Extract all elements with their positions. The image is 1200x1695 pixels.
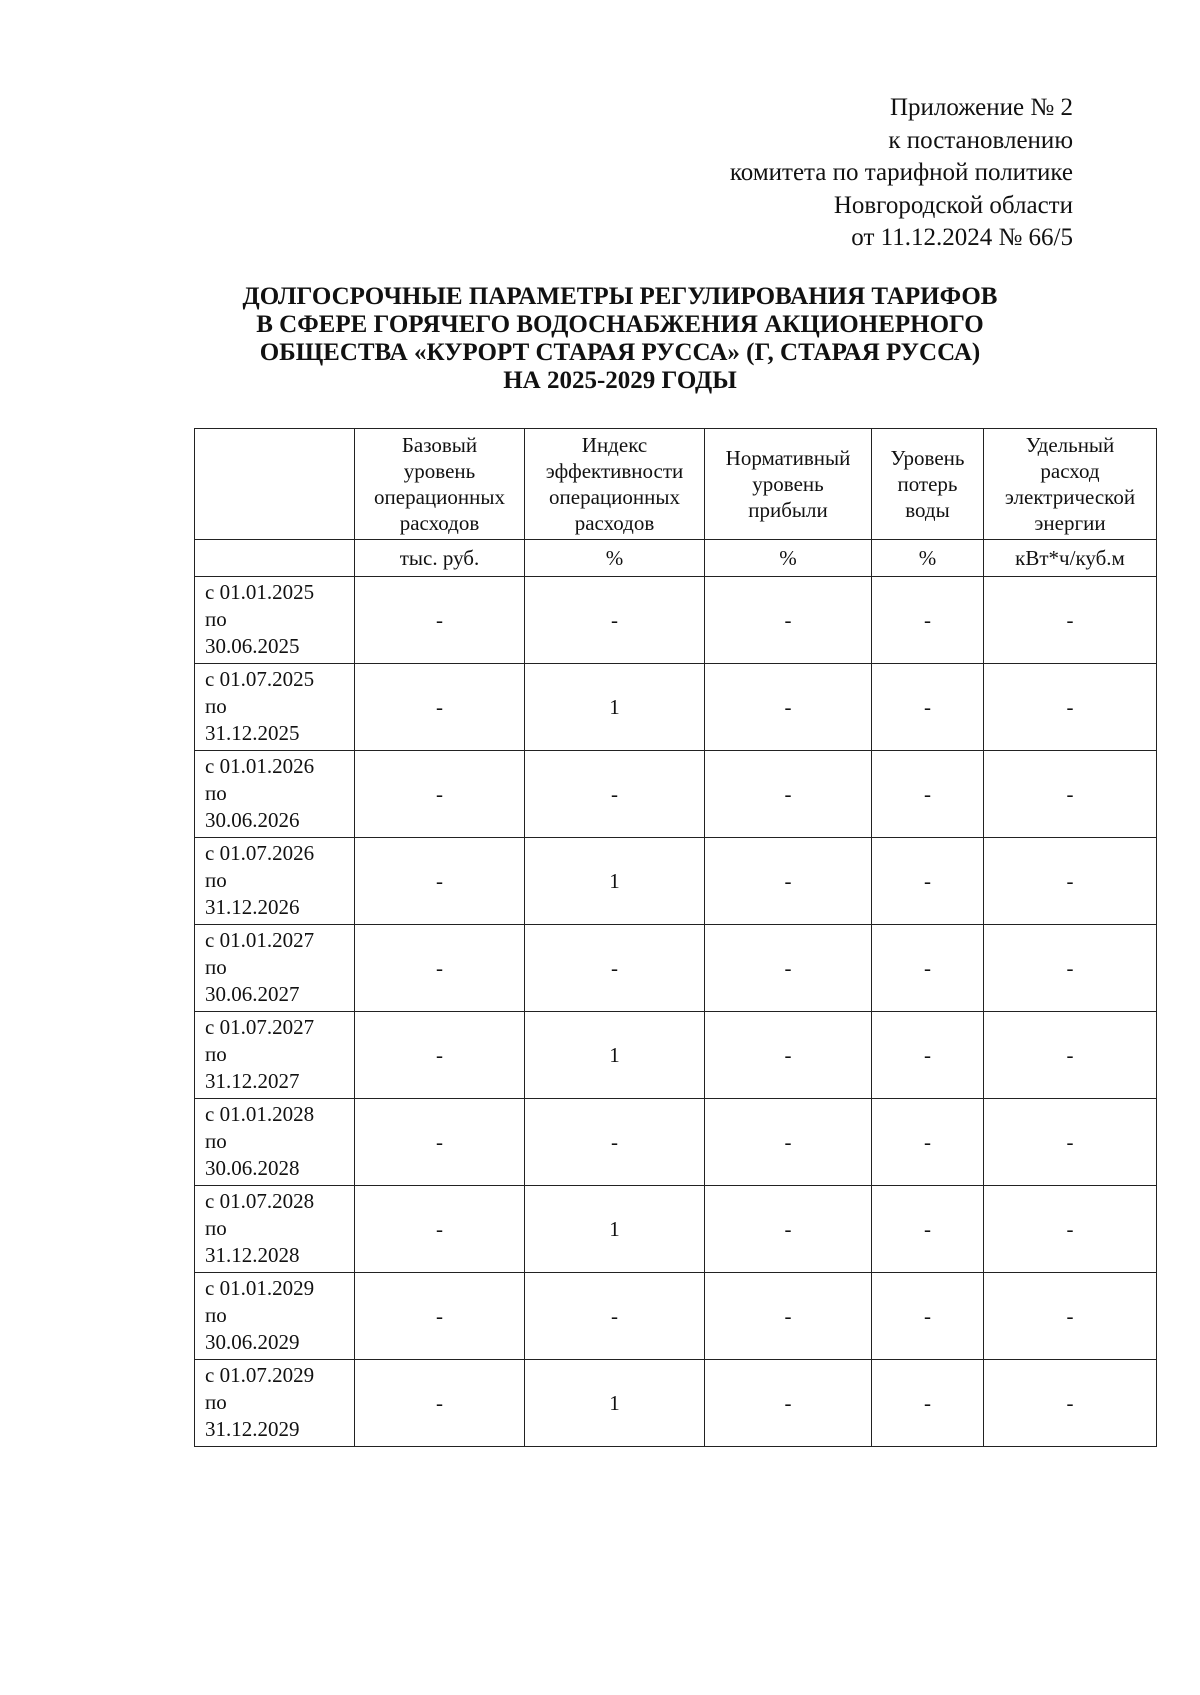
period-text: с 01.01.2027 xyxy=(205,928,315,952)
title-line: НА 2025-2029 ГОДЫ xyxy=(503,367,737,394)
value-cell: - xyxy=(355,1099,525,1186)
value-cell: - xyxy=(984,838,1157,925)
period-text: 30.06.2027 xyxy=(205,982,300,1006)
value-cell: - xyxy=(872,1099,984,1186)
value-cell: - xyxy=(984,664,1157,751)
header-text: расход xyxy=(1040,459,1100,483)
appendix-line: к постановлению xyxy=(888,126,1073,154)
value-cell: 1 xyxy=(525,1186,705,1273)
header-text: Базовый xyxy=(401,433,478,457)
value-cell: - xyxy=(705,1012,872,1099)
period-text: с 01.07.2027 xyxy=(205,1015,315,1039)
value-cell: - xyxy=(355,1186,525,1273)
table-row xyxy=(195,1273,1157,1360)
value-cell: - xyxy=(872,1012,984,1099)
value-cell: - xyxy=(705,838,872,925)
unit-cell: % xyxy=(705,540,872,577)
value-cell: - xyxy=(355,577,525,664)
period-text: с 01.07.2029 xyxy=(205,1363,315,1387)
header-water-loss xyxy=(872,429,984,540)
period-cell xyxy=(195,751,355,838)
value-cell: - xyxy=(355,664,525,751)
header-text: Нормативный xyxy=(725,446,851,470)
value-cell: - xyxy=(984,925,1157,1012)
value-cell: 1 xyxy=(525,1012,705,1099)
value-cell: - xyxy=(525,751,705,838)
table-row xyxy=(195,1360,1157,1447)
value-cell: - xyxy=(872,925,984,1012)
header-specific-energy xyxy=(984,429,1157,540)
period-text: 30.06.2029 xyxy=(205,1330,300,1354)
appendix-line: от 11.12.2024 № 66/5 xyxy=(851,224,1073,251)
value-cell: - xyxy=(705,1186,872,1273)
period-text: по xyxy=(205,955,227,979)
appendix-line: Приложение № 2 xyxy=(889,94,1073,121)
value-cell: 1 xyxy=(525,1360,705,1447)
value-cell: - xyxy=(705,1360,872,1447)
period-text: с 01.07.2028 xyxy=(205,1189,315,1213)
period-text: по xyxy=(205,1042,227,1066)
value-cell: - xyxy=(705,751,872,838)
header-row xyxy=(195,429,1157,540)
period-cell xyxy=(195,664,355,751)
table-row xyxy=(195,838,1157,925)
header-text: уровень xyxy=(752,472,824,496)
period-text: с 01.01.2029 xyxy=(205,1276,315,1300)
header-text: потерь xyxy=(897,472,958,496)
header-text: энергии xyxy=(1034,511,1106,535)
period-cell xyxy=(195,1273,355,1360)
header-text: Индекс xyxy=(581,433,648,457)
period-text: по xyxy=(205,607,227,631)
period-text: с 01.01.2026 xyxy=(205,754,315,778)
value-cell: - xyxy=(872,577,984,664)
value-cell: - xyxy=(872,664,984,751)
period-text: с 01.07.2025 xyxy=(205,667,315,691)
value-cell: - xyxy=(705,1099,872,1186)
period-cell xyxy=(195,838,355,925)
period-text: по xyxy=(205,1216,227,1240)
value-cell: 1 xyxy=(525,664,705,751)
period-text: с 01.01.2028 xyxy=(205,1102,315,1126)
value-cell: - xyxy=(984,1186,1157,1273)
value-cell: - xyxy=(355,1360,525,1447)
header-normative-profit xyxy=(705,429,872,540)
value-cell: - xyxy=(355,838,525,925)
period-text: 31.12.2029 xyxy=(205,1417,300,1441)
period-text: по xyxy=(205,781,227,805)
unit-cell: кВт*ч/куб.м xyxy=(984,540,1157,577)
header-base-opex xyxy=(355,429,525,540)
unit-corner-cell xyxy=(195,540,355,577)
value-cell: - xyxy=(984,751,1157,838)
unit-cell: % xyxy=(872,540,984,577)
table-row xyxy=(195,1099,1157,1186)
table-row xyxy=(195,751,1157,838)
value-cell: 1 xyxy=(525,838,705,925)
period-text: 31.12.2026 xyxy=(205,895,300,919)
table-row xyxy=(195,1186,1157,1273)
period-cell xyxy=(195,1012,355,1099)
header-text: воды xyxy=(905,498,950,522)
appendix-reference xyxy=(730,92,1073,255)
header-text: расходов xyxy=(574,511,655,535)
period-text: по xyxy=(205,1390,227,1414)
value-cell: - xyxy=(705,577,872,664)
value-cell: - xyxy=(984,1012,1157,1099)
period-cell xyxy=(195,1360,355,1447)
appendix-line: комитета по тарифной политике xyxy=(729,159,1073,186)
units-row xyxy=(195,540,1157,577)
header-text: операционных xyxy=(374,485,505,509)
value-cell: - xyxy=(355,1273,525,1360)
value-cell: - xyxy=(705,925,872,1012)
value-cell: - xyxy=(355,751,525,838)
value-cell: - xyxy=(872,1273,984,1360)
period-cell xyxy=(195,577,355,664)
period-text: 30.06.2028 xyxy=(205,1156,300,1180)
table-row xyxy=(195,577,1157,664)
value-cell: - xyxy=(872,1360,984,1447)
table-row xyxy=(195,1012,1157,1099)
header-text: эффективности xyxy=(545,459,684,483)
period-text: 30.06.2025 xyxy=(205,634,300,658)
header-text: уровень xyxy=(403,459,476,483)
title-line: ОБЩЕСТВА «КУРОРТ СТАРАЯ РУССА» (Г, СТАРАЯ РУССА) xyxy=(259,339,981,366)
period-text: по xyxy=(205,868,227,892)
value-cell: - xyxy=(984,577,1157,664)
period-cell xyxy=(195,925,355,1012)
title-line: В СФЕРЕ ГОРЯЧЕГО ВОДОСНАБЖЕНИЯ АКЦИОНЕРНОГО xyxy=(256,311,984,338)
period-text: 31.12.2025 xyxy=(205,721,300,745)
value-cell: - xyxy=(705,1273,872,1360)
value-cell: - xyxy=(355,925,525,1012)
value-cell: - xyxy=(984,1099,1157,1186)
value-cell: - xyxy=(525,1099,705,1186)
table-row xyxy=(195,664,1157,751)
value-cell: - xyxy=(984,1273,1157,1360)
table-body xyxy=(195,577,1157,1447)
header-text: расходов xyxy=(399,511,480,535)
value-cell: - xyxy=(355,1012,525,1099)
period-text: по xyxy=(205,1303,227,1327)
value-cell: - xyxy=(872,1186,984,1273)
header-corner-cell xyxy=(195,429,355,540)
period-text: с 01.07.2026 xyxy=(205,841,315,865)
table-row xyxy=(195,925,1157,1012)
header-text: Уровень xyxy=(890,446,965,470)
value-cell: - xyxy=(525,577,705,664)
unit-cell: тыс. руб. xyxy=(355,540,525,577)
header-text: Удельный xyxy=(1025,433,1115,457)
period-text: с 01.01.2025 xyxy=(205,580,315,604)
document-title xyxy=(160,283,1080,395)
period-text: 31.12.2027 xyxy=(205,1069,300,1093)
appendix-line: Новгородской области xyxy=(833,191,1073,219)
period-cell xyxy=(195,1186,355,1273)
value-cell: - xyxy=(525,1273,705,1360)
value-cell: - xyxy=(872,838,984,925)
parameters-table xyxy=(194,428,1157,1447)
title-line: ДОЛГОСРОЧНЫЕ ПАРАМЕТРЫ РЕГУЛИРОВАНИЯ ТАРИФОВ xyxy=(242,283,998,310)
period-text: 31.12.2028 xyxy=(205,1243,300,1267)
header-text: электрической xyxy=(1004,485,1136,509)
header-text: прибыли xyxy=(748,498,828,522)
period-text: 30.06.2026 xyxy=(205,808,300,832)
unit-cell: % xyxy=(525,540,705,577)
value-cell: - xyxy=(705,664,872,751)
value-cell: - xyxy=(525,925,705,1012)
period-text: по xyxy=(205,1129,227,1153)
header-efficiency-index xyxy=(525,429,705,540)
value-cell: - xyxy=(872,751,984,838)
period-cell xyxy=(195,1099,355,1186)
period-text: по xyxy=(205,694,227,718)
value-cell: - xyxy=(984,1360,1157,1447)
header-text: операционных xyxy=(549,485,680,509)
